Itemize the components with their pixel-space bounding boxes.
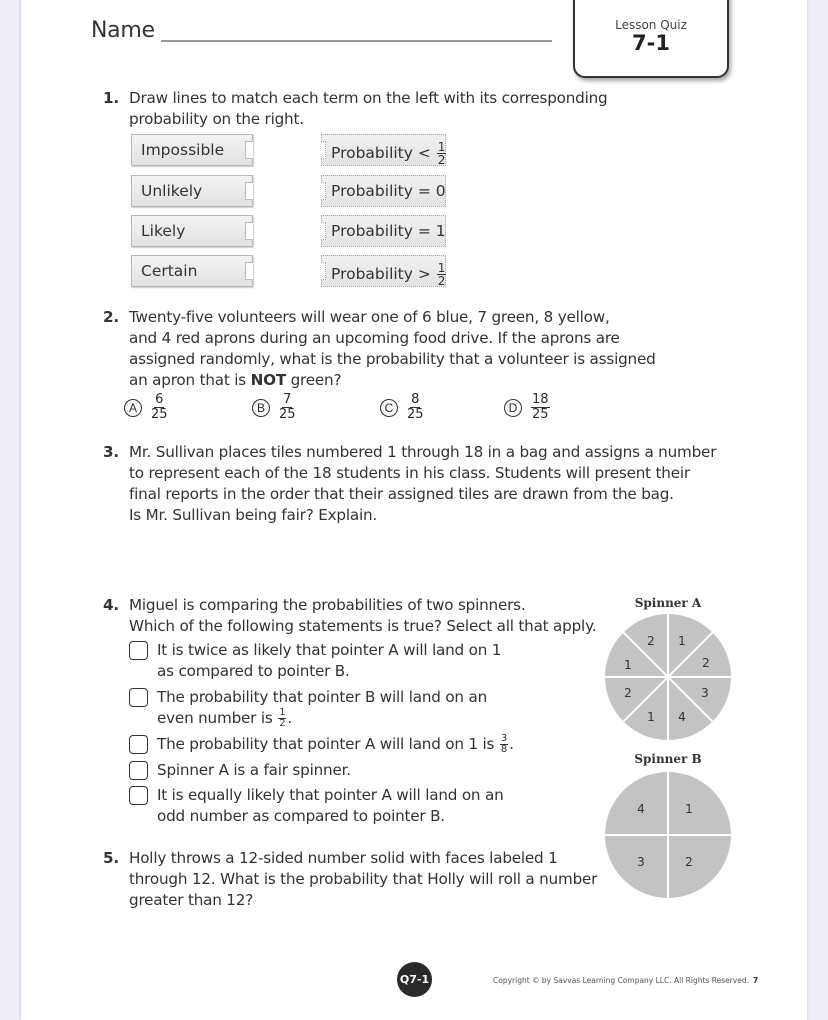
spinner-b-title: Spinner B — [634, 752, 702, 766]
term-impossible[interactable] — [131, 134, 253, 166]
copyright-notice: Copyright © by Savvas Learning Company LLC. All Rights Reserved. 7 — [493, 976, 759, 985]
option-1[interactable] — [129, 640, 501, 682]
probability-less-than-half[interactable] — [321, 134, 446, 166]
option-text: The probability that pointer B will land on an — [157, 688, 488, 706]
answer-choices — [124, 393, 574, 423]
option-text: as compared to pointer B. — [157, 662, 350, 680]
question-text: and 4 red aprons during an upcoming food drive. If the aprons are — [129, 329, 620, 347]
answer-area-q3[interactable] — [129, 530, 689, 585]
checkbox[interactable] — [129, 786, 148, 805]
term-certain[interactable] — [131, 255, 253, 287]
svg-text:3: 3 — [637, 855, 645, 869]
option-text: The probability that pointer A will land on 1 is $\frac{3}{8}$ . — [157, 733, 514, 755]
question-text: through 12. What is the probability that Holly will roll a number — [129, 870, 598, 888]
question-number: 3. — [103, 443, 119, 461]
option-text: It is twice as likely that pointer A will land on 1 — [157, 641, 502, 659]
probability-equals-zero[interactable] — [321, 175, 446, 207]
lesson-quiz-badge — [573, 0, 729, 78]
connector-notch — [245, 222, 253, 240]
question-number: 4. — [103, 596, 119, 614]
question-2 — [103, 307, 656, 391]
probability-label: Probability > — [331, 265, 431, 283]
checkbox[interactable] — [129, 688, 148, 707]
svg-text:3: 3 — [701, 686, 709, 700]
question-text: Holly throws a 12-sided number solid with faces labeled 1 — [129, 849, 558, 867]
fraction: $\frac{1}{2}$ — [437, 140, 446, 167]
term-label: Unlikely — [141, 182, 203, 200]
question-text: Miguel is comparing the probabilities of two spinners. — [129, 596, 526, 614]
term-label: Impossible — [141, 141, 225, 159]
term-likely[interactable] — [131, 215, 253, 247]
fraction: $\frac{18}{25}$ — [532, 392, 549, 422]
connector-notch — [321, 182, 326, 200]
option-5[interactable] — [129, 785, 504, 827]
svg-text:1: 1 — [647, 710, 655, 724]
probability-label: Probability < — [331, 144, 431, 162]
choice-b[interactable] — [252, 393, 297, 422]
checkbox[interactable] — [129, 761, 148, 780]
option-text: even number is $\frac{1}{2}$ . — [157, 707, 293, 729]
checkbox[interactable] — [129, 735, 148, 754]
svg-text:1: 1 — [678, 634, 686, 648]
question-text: to represent each of the 18 students in his class. Students will present their — [129, 464, 690, 482]
choice-d[interactable] — [504, 393, 551, 422]
question-number: 1. — [103, 89, 119, 107]
bubble-a[interactable]: A — [124, 399, 142, 417]
name-label: Name — [91, 18, 155, 43]
q4-options — [129, 640, 529, 830]
question-text: final reports in the order that their assigned tiles are drawn from the bag. — [129, 485, 674, 503]
bubble-b[interactable]: B — [252, 399, 270, 417]
bubble-c[interactable]: C — [380, 399, 398, 417]
spinner-b — [604, 771, 732, 903]
question-1 — [103, 88, 608, 130]
svg-text:4: 4 — [678, 710, 686, 724]
question-text: Draw lines to match each term on the left with its corresponding — [129, 89, 608, 107]
connector-notch — [245, 182, 253, 200]
question-text: Twenty-five volunteers will wear one of 6 blue, 7 green, 8 yellow, — [129, 308, 610, 326]
question-5 — [103, 848, 598, 911]
question-4 — [103, 595, 609, 637]
quiz-code-badge: Q7-1 — [397, 962, 432, 997]
term-label: Certain — [141, 262, 198, 280]
question-text: Is Mr. Sullivan being fair? Explain. — [129, 506, 378, 524]
spinner-b-wheel-icon — [604, 771, 732, 899]
connector-notch — [321, 262, 326, 280]
worksheet-page — [21, 0, 807, 1020]
connector-notch — [321, 141, 326, 159]
checkbox[interactable] — [129, 641, 148, 660]
spinner-a-title: Spinner A — [634, 596, 702, 610]
question-text: Mr. Sullivan places tiles numbered 1 through 18 in a bag and assigns a number — [129, 443, 717, 461]
option-4[interactable] — [129, 760, 351, 781]
svg-text:2: 2 — [647, 634, 655, 648]
name-field-line[interactable] — [161, 40, 552, 42]
bubble-d[interactable]: D — [504, 399, 522, 417]
fraction: $\frac{7}{25}$ — [279, 392, 296, 422]
probability-label: Probability = 1 — [331, 222, 446, 240]
option-text: It is equally likely that pointer A will land on an — [157, 786, 504, 804]
probability-label: Probability = 0 — [331, 182, 446, 200]
question-text: assigned randomly, what is the probability that a volunteer is assigned — [129, 350, 656, 368]
option-text: odd number as compared to pointer B. — [157, 807, 445, 825]
quiz-number: 7-1 — [632, 31, 670, 55]
fraction: $\frac{1}{2}$ — [437, 261, 446, 288]
term-label: Likely — [141, 222, 186, 240]
question-text: an apron that is NOT green? — [129, 371, 342, 389]
question-text: Which of the following statements is true? Select all that apply. — [129, 617, 597, 635]
probability-equals-one[interactable] — [321, 215, 446, 247]
question-3 — [103, 442, 717, 526]
question-number: 5. — [103, 849, 119, 867]
page-number: 7 — [753, 976, 759, 985]
fraction: $\frac{6}{25}$ — [151, 392, 168, 422]
option-text: Spinner A is a fair spinner. — [157, 761, 351, 779]
svg-text:2: 2 — [685, 855, 693, 869]
probability-greater-than-half[interactable] — [321, 255, 446, 287]
connector-notch — [245, 262, 253, 280]
spinner-a — [604, 613, 732, 745]
option-3[interactable] — [129, 734, 514, 755]
spinner-a-wheel-icon — [604, 613, 732, 741]
connector-notch — [245, 141, 253, 159]
term-unlikely[interactable] — [131, 175, 253, 207]
svg-text:4: 4 — [637, 802, 645, 816]
svg-text:1: 1 — [624, 658, 632, 672]
question-number: 2. — [103, 308, 119, 326]
option-2[interactable] — [129, 687, 487, 729]
svg-text:2: 2 — [624, 686, 632, 700]
fraction: $\frac{8}{25}$ — [407, 392, 424, 422]
connector-notch — [321, 222, 326, 240]
svg-text:2: 2 — [702, 656, 710, 670]
choice-c[interactable] — [380, 393, 425, 422]
question-text: greater than 12? — [129, 891, 254, 909]
choice-a[interactable] — [124, 393, 169, 422]
svg-text:1: 1 — [685, 802, 693, 816]
question-text: probability on the right. — [129, 110, 304, 128]
quiz-label: Lesson Quiz — [615, 18, 687, 32]
